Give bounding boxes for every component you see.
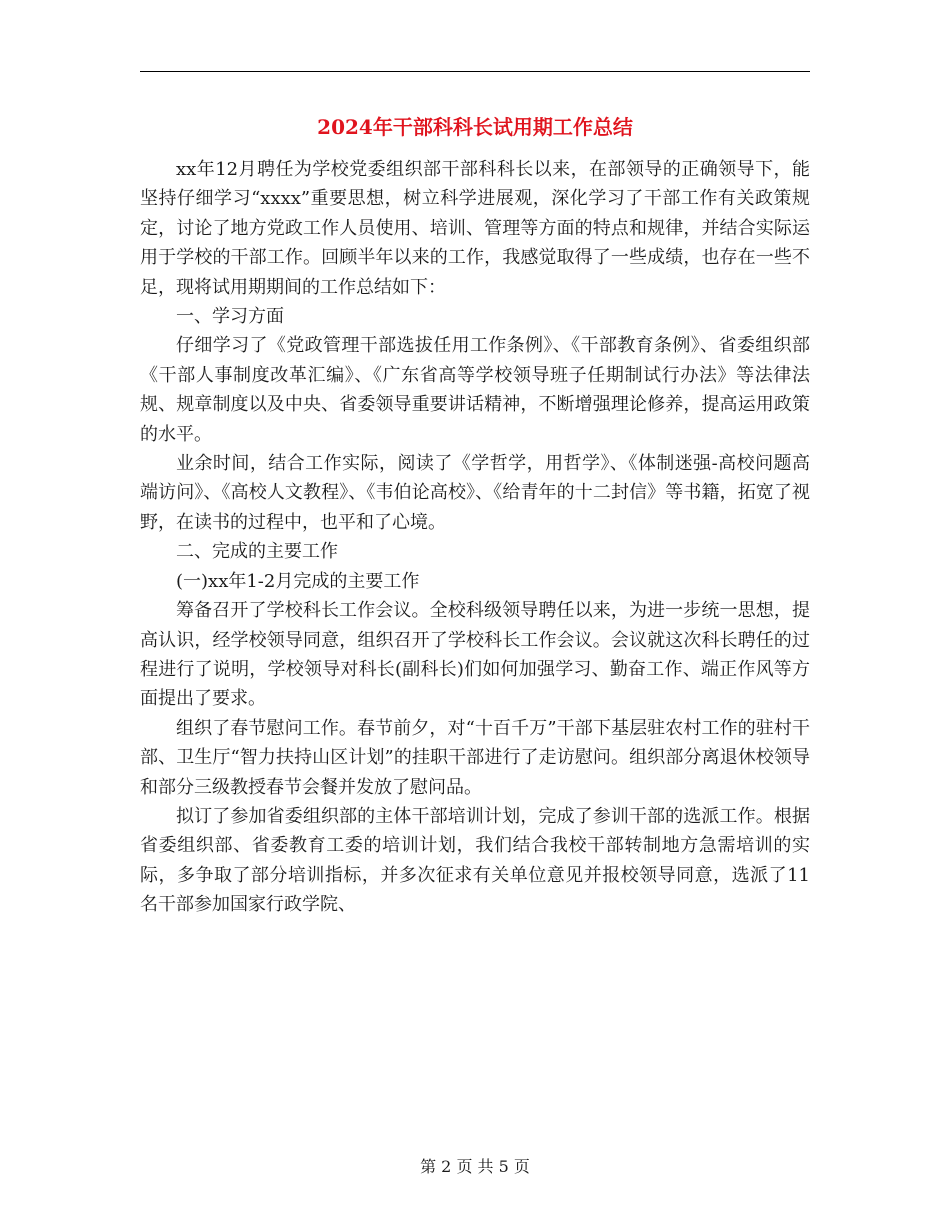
document-body <box>140 155 810 920</box>
paragraph-spring-festival: 组织了春节慰问工作。春节前夕，对“十百千万”干部下基层驻农村工作的驻村干部、卫生厅“智力扶持山区计划”的挂职干部进行了走访慰问。组织部分离退休校领导和部分三级教授春节会餐并发放了慰问品。 <box>140 717 810 798</box>
document-title: 2024年干部科科长试用期工作总结 <box>317 115 633 139</box>
page-number: 第 2 页 共 5 页 <box>420 1157 530 1176</box>
paragraph-study-regulations: 仔细学习了《党政管理干部选拔任用工作条例》、《干部教育条例》、省委组织部《干部人事制度改革汇编》、《广东省高等学校领导班子任期制试行办法》等法律法规、规章制度以及中央、省委领导重要讲话精神，不断增强理论修养，提高运用政策的水平。 <box>140 335 810 445</box>
header-rule <box>140 71 810 72</box>
section-heading-study: 一、学习方面 <box>176 306 284 328</box>
subsection-heading-jan-feb: (一)xx年1-2月完成的主要工作 <box>176 570 420 592</box>
section-heading-work: 二、完成的主要工作 <box>176 541 338 563</box>
paragraph-meeting: 筹备召开了学校科长工作会议。全校科级领导聘任以来，为进一步统一思想，提高认识，经学校领导同意，组织召开了学校科长工作会议。会议就这次科长聘任的过程进行了说明，学校领导对科长(副科长)们如何加强学习、勤奋工作、端正作风等方面提出了要求。 <box>140 600 810 710</box>
paragraph-intro: xx年12月聘任为学校党委组织部干部科科长以来，在部领导的正确领导下，能坚持仔细学习“xxxx”重要思想，树立科学进展观，深化学习了干部工作有关政策规定，讨论了地方党政工作人员使用、培训、管理等方面的特点和规律，并结合实际运用于学校的干部工作。回顾半年以来的工作，我感觉取得了一些成绩，也存在一些不足，现将试用期期间的工作总结如下： <box>140 159 810 298</box>
paragraph-training-plan: 拟订了参加省委组织部的主体干部培训计划，完成了参训干部的选派工作。根据省委组织部、省委教育工委的培训计划，我们结合我校干部转制地方急需培训的实际，多争取了部分培训指标，并多次征求有关单位意见并报校领导同意，选派了11名干部参加国家行政学院、 <box>140 805 810 916</box>
paragraph-study-reading: 业余时间，结合工作实际，阅读了《学哲学，用哲学》、《体制迷强-高校问题高端访问》、《高校人文教程》、《韦伯论高校》、《给青年的十二封信》等书籍，拓宽了视野，在读书的过程中，也平和了心境。 <box>140 453 810 533</box>
